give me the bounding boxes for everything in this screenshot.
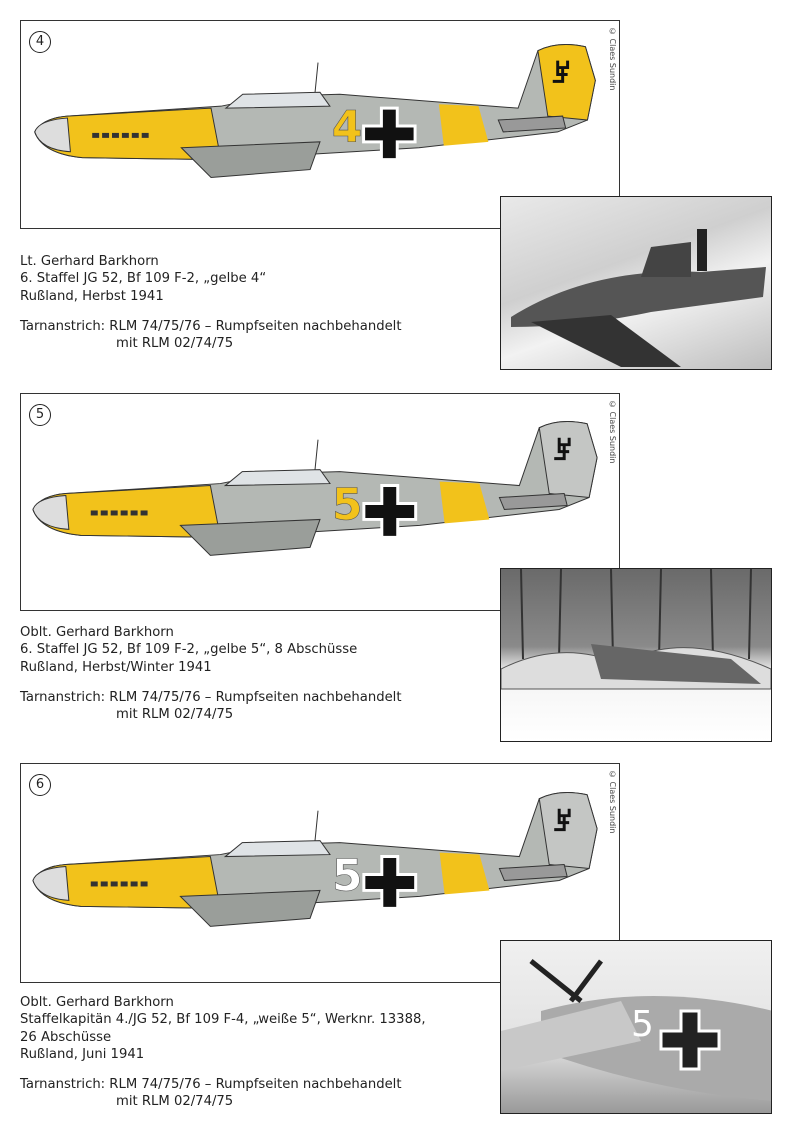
svg-text:5: 5 bbox=[631, 1004, 654, 1045]
location-date: Rußland, Herbst/Winter 1941 bbox=[20, 659, 212, 675]
location-date: Rußland, Herbst 1941 bbox=[20, 288, 164, 304]
unit-aircraft: Staffelkapitän 4./JG 52, Bf 109 F-4, „weiße 5“, Werknr. 13388, bbox=[20, 1012, 426, 1028]
historical-photo-pilot-on-wing bbox=[500, 940, 772, 1114]
unit-aircraft: 6. Staffel JG 52, Bf 109 F-2, „gelbe 4“ bbox=[20, 271, 267, 287]
wing bbox=[181, 142, 320, 178]
canopy bbox=[226, 92, 330, 108]
aircraft-marking-number: 4 bbox=[331, 102, 363, 153]
historical-photo-snow-aircraft bbox=[500, 196, 772, 370]
aircraft-marking-number: 5 bbox=[331, 479, 363, 531]
camouflage-scheme-cont: mit RLM 02/74/75 bbox=[116, 1094, 234, 1110]
unit-aircraft: 6. Staffel JG 52, Bf 109 F-2, „gelbe 5“, 8 Abschüsse bbox=[20, 642, 358, 658]
caption-4 bbox=[20, 253, 402, 352]
camouflage-scheme-cont: mit RLM 02/74/75 bbox=[116, 336, 234, 352]
wing bbox=[180, 890, 320, 926]
artist-credit: © Claes Sundin bbox=[608, 27, 617, 91]
canopy bbox=[225, 470, 330, 486]
rudder bbox=[539, 422, 597, 498]
wing bbox=[180, 519, 320, 555]
caption-6 bbox=[20, 994, 426, 1111]
artist-credit: © Claes Sundin bbox=[608, 770, 617, 834]
spinner bbox=[35, 118, 71, 152]
historical-photo-wreck-forest bbox=[500, 568, 772, 742]
profile-number-badge: 4 bbox=[29, 31, 51, 53]
profile-number-badge: 6 bbox=[29, 774, 51, 796]
camouflage-scheme-cont: mit RLM 02/74/75 bbox=[116, 707, 234, 723]
location-date: Rußland, Juni 1941 bbox=[20, 1046, 145, 1062]
camouflage-scheme: Tarnanstrich: RLM 74/75/76 – Rumpfseiten nachbehandelt bbox=[20, 318, 402, 334]
photo-image bbox=[501, 197, 772, 370]
artist-credit: © Claes Sundin bbox=[608, 400, 617, 464]
photo-image bbox=[501, 569, 772, 742]
canopy bbox=[225, 841, 330, 857]
aircraft-marking-number: 5 bbox=[331, 850, 363, 902]
pilot-name: Lt. Gerhard Barkhorn bbox=[20, 254, 159, 269]
rudder bbox=[538, 45, 595, 121]
spinner bbox=[33, 867, 69, 901]
rudder bbox=[539, 793, 597, 869]
pilot-name: Oblt. Gerhard Barkhorn bbox=[20, 625, 174, 640]
victories: 26 Abschüsse bbox=[20, 1029, 112, 1045]
camouflage-scheme: Tarnanstrich: RLM 74/75/76 – Rumpfseiten nachbehandelt bbox=[20, 1077, 402, 1093]
caption-5 bbox=[20, 624, 402, 723]
pilot-name: Oblt. Gerhard Barkhorn bbox=[20, 995, 174, 1010]
spinner bbox=[33, 496, 69, 530]
camouflage-scheme: Tarnanstrich: RLM 74/75/76 – Rumpfseiten nachbehandelt bbox=[20, 689, 402, 705]
photo-image bbox=[501, 941, 772, 1114]
profile-number-badge: 5 bbox=[29, 404, 51, 426]
